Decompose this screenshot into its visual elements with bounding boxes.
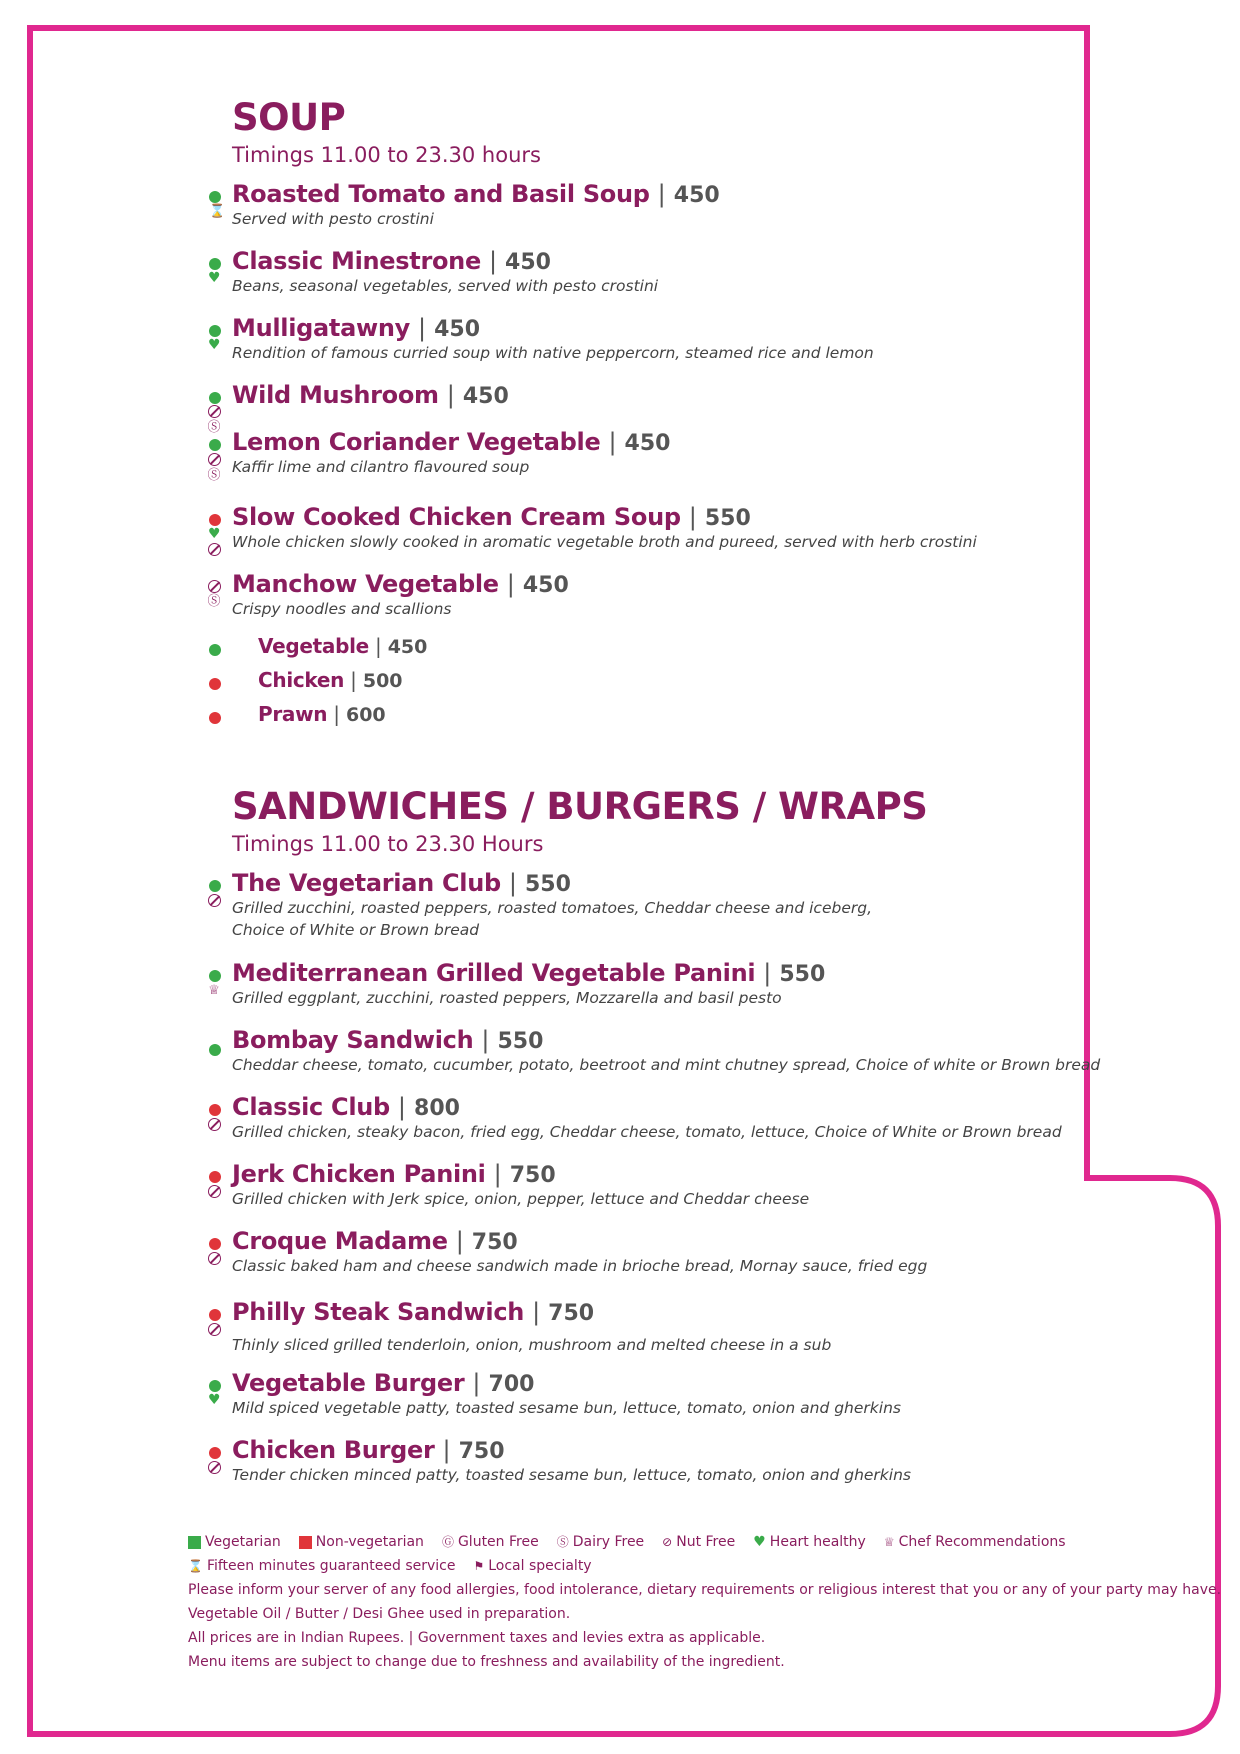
menu-option: Chicken | 500 — [258, 668, 403, 692]
hourglass-icon: ⌛ — [188, 1559, 203, 1573]
item-price: 750 — [548, 1301, 595, 1326]
dairy-free-icon: Ⓢ — [207, 468, 221, 483]
item-price: 550 — [524, 872, 571, 897]
item-name: Vegetable Burger — [232, 1369, 465, 1397]
menu-item: Croque Madame | 750 Classic baked ham and cheese sandwich made in brioche bread, Mornay sauce, fried egg — [232, 1227, 928, 1275]
non-veg-icon — [209, 678, 221, 690]
item-description: Rendition of famous curried soup with native peppercorn, steamed rice and lemon — [232, 344, 874, 362]
item-name: Chicken Burger — [232, 1436, 435, 1464]
non-veg-icon — [209, 712, 221, 724]
item-description: Crispy noodles and scallions — [232, 600, 452, 618]
option-price: 450 — [387, 636, 428, 658]
note-prices: All prices are in Indian Rupees. | Government taxes and levies extra as applicable. — [188, 1630, 766, 1646]
menu-item: Bombay Sandwich | 550 Cheddar cheese, tomato, cucumber, potato, beetroot and mint chutney spread, Choice of white or Brown bread — [232, 1026, 1101, 1074]
soup-section-title: SOUP — [232, 96, 346, 139]
item-description: Cheddar cheese, tomato, cucumber, potato, beetroot and mint chutney spread, Choice of white or Brown bread — [232, 1056, 1101, 1074]
item-price: 750 — [458, 1439, 505, 1464]
menu-item: Classic Minestrone | 450 Beans, seasonal vegetables, served with pesto crostini — [232, 247, 659, 295]
veg-icon — [209, 392, 221, 404]
veg-square-icon — [188, 1536, 201, 1549]
veg-icon — [209, 439, 221, 451]
item-price: 450 — [624, 431, 671, 456]
nut-free-icon: ⊘ — [662, 1535, 673, 1549]
item-price: 550 — [704, 506, 751, 531]
dairy-free-icon: Ⓢ — [207, 594, 221, 609]
item-name: Croque Madame — [232, 1227, 448, 1255]
item-name: Jerk Chicken Panini — [232, 1160, 486, 1188]
non-veg-icon — [209, 1171, 221, 1183]
nut-free-icon — [208, 1252, 221, 1265]
veg-icon — [209, 1380, 221, 1392]
sandwiches-timings: Timings 11.00 to 23.30 Hours — [232, 832, 544, 856]
item-name: Lemon Coriander Vegetable — [232, 428, 601, 456]
veg-icon — [209, 880, 221, 892]
heart-icon: ♥ — [208, 526, 221, 542]
item-name: Classic Club — [232, 1093, 390, 1121]
menu-item: Chicken Burger | 750 Tender chicken minced patty, toasted sesame bun, lettuce, tomato, onion and gherkins — [232, 1436, 911, 1484]
item-name: The Vegetarian Club — [232, 869, 501, 897]
note-availability: Menu items are subject to change due to freshness and availability of the ingredient. — [188, 1654, 785, 1670]
veg-icon — [209, 191, 221, 203]
item-description: Thinly sliced grilled tenderloin, onion, mushroom and melted cheese in a sub — [232, 1336, 832, 1354]
item-name: Manchow Vegetable — [232, 570, 499, 598]
nut-free-icon — [208, 1118, 221, 1131]
non-veg-icon — [209, 1238, 221, 1250]
sandwiches-section-title: SANDWICHES / BURGERS / WRAPS — [232, 785, 928, 828]
dairy-free-icon: Ⓢ — [556, 1535, 569, 1549]
menu-item: Wild Mushroom | 450 — [232, 381, 509, 409]
item-description: Beans, seasonal vegetables, served with pesto crostini — [232, 277, 659, 295]
item-price: 450 — [462, 384, 509, 409]
option-name: Chicken — [258, 668, 345, 692]
menu-item: Lemon Coriander Vegetable | 450 Kaffir lime and cilantro flavoured soup — [232, 428, 671, 476]
heart-icon: ♥ — [208, 270, 221, 286]
legend-non-vegetarian: Non-vegetarian — [315, 1534, 424, 1550]
chef-hat-icon: ♕ — [883, 1535, 895, 1549]
non-veg-icon — [209, 1447, 221, 1459]
menu-item: Vegetable Burger | 700 Mild spiced vegetable patty, toasted sesame bun, lettuce, tomato, onion and gherkins — [232, 1369, 901, 1417]
nut-free-icon — [208, 580, 221, 593]
item-description: Grilled chicken, steaky bacon, fried egg, Cheddar cheese, tomato, lettuce, Choice of White or Brown bread — [232, 1123, 1062, 1141]
item-description: Whole chicken slowly cooked in aromatic vegetable broth and pureed, served with herb crostini — [232, 533, 977, 551]
legend — [188, 1530, 1222, 1674]
menu-option: Prawn | 600 — [258, 702, 386, 726]
legend-fifteen-minutes: Fifteen minutes guaranteed service — [206, 1558, 456, 1574]
non-veg-icon — [209, 1104, 221, 1116]
non-veg-icon — [209, 1309, 221, 1321]
menu-item: Mediterranean Grilled Vegetable Panini | 550 Grilled eggplant, zucchini, roasted peppers, Mozzarella and basil pesto — [232, 959, 826, 1007]
veg-icon — [209, 644, 221, 656]
item-price: 800 — [414, 1096, 460, 1121]
menu-item: Manchow Vegetable | 450 Crispy noodles and scallions — [232, 570, 569, 618]
legend-chef-recommendations: Chef Recommendations — [898, 1534, 1066, 1550]
dairy-free-icon: Ⓢ — [207, 420, 221, 435]
item-price: 450 — [673, 183, 720, 208]
item-price: 550 — [497, 1029, 544, 1054]
veg-icon — [209, 970, 221, 982]
item-description: Grilled eggplant, zucchini, roasted peppers, Mozzarella and basil pesto — [232, 989, 782, 1007]
heart-icon: ♥ — [208, 1392, 221, 1408]
menu-item: Slow Cooked Chicken Cream Soup | 550 Whole chicken slowly cooked in aromatic vegetable broth and pureed, served with herb crostini — [232, 503, 977, 551]
legend-vegetarian: Vegetarian — [205, 1534, 281, 1550]
nut-free-icon — [208, 1461, 221, 1474]
soup-timings: Timings 11.00 to 23.30 hours — [232, 143, 541, 167]
item-name: Mediterranean Grilled Vegetable Panini — [232, 959, 756, 987]
item-description: Tender chicken minced patty, toasted sesame bun, lettuce, tomato, onion and gherkins — [232, 1466, 911, 1484]
nut-free-icon — [208, 453, 221, 466]
item-name: Slow Cooked Chicken Cream Soup — [232, 503, 681, 531]
veg-icon — [209, 258, 221, 270]
non-veg-icon — [209, 514, 221, 526]
item-description: Grilled zucchini, roasted peppers, roasted tomatoes, Cheddar cheese and iceberg, — [232, 899, 872, 917]
item-name: Philly Steak Sandwich — [232, 1298, 525, 1326]
legend-local-specialty: Local specialty — [488, 1558, 592, 1574]
item-description: Classic baked ham and cheese sandwich made in brioche bread, Mornay sauce, fried egg — [232, 1257, 928, 1275]
legend-row-2 — [188, 1554, 1198, 1578]
item-description-line-2: Choice of White or Brown bread — [232, 921, 480, 939]
menu-item: Roasted Tomato and Basil Soup | 450 Served with pesto crostini — [232, 180, 720, 228]
nut-free-icon — [208, 1185, 221, 1198]
legend-nut-free: Nut Free — [676, 1534, 736, 1550]
option-name: Vegetable — [258, 634, 369, 658]
note-oil: Vegetable Oil / Butter / Desi Ghee used in preparation. — [188, 1606, 571, 1622]
item-name: Wild Mushroom — [232, 381, 439, 409]
nut-free-icon — [208, 543, 221, 556]
item-name: Roasted Tomato and Basil Soup — [232, 180, 650, 208]
nut-free-icon — [208, 894, 221, 907]
menu-item: Classic Club | 800 Grilled chicken, steaky bacon, fried egg, Cheddar cheese, tomato, lettuce, Choice of White or Brown bread — [232, 1093, 1062, 1141]
option-price: 600 — [345, 704, 386, 726]
option-name: Prawn — [258, 702, 328, 726]
legend-gluten-free: Gluten Free — [457, 1534, 539, 1550]
item-price: 750 — [471, 1230, 518, 1255]
heart-icon: ♥ — [208, 337, 221, 353]
non-veg-square-icon — [299, 1536, 312, 1549]
chef-hat-icon: ♕ — [208, 983, 220, 998]
item-price: 700 — [488, 1372, 535, 1397]
item-price: 750 — [509, 1163, 556, 1188]
veg-icon — [209, 325, 221, 337]
veg-icon — [209, 1044, 221, 1056]
item-price: 550 — [779, 962, 826, 987]
item-price: 450 — [522, 573, 569, 598]
menu-item: The Vegetarian Club | 550 Grilled zucchini, roasted peppers, roasted tomatoes, Cheddar cheese and iceberg, Choice of White or Brown bread — [232, 869, 872, 939]
menu-option: Vegetable | 450 — [258, 634, 428, 658]
menu-item: Philly Steak Sandwich | 750 Thinly sliced grilled tenderloin, onion, mushroom and melted cheese in a sub — [232, 1298, 832, 1354]
heart-icon: ♥ — [753, 1534, 766, 1550]
item-price: 450 — [505, 250, 551, 275]
legend-heart-healthy: Heart healthy — [769, 1534, 866, 1550]
local-specialty-icon: ⚑ — [473, 1559, 485, 1573]
menu-item: Jerk Chicken Panini | 750 Grilled chicken with Jerk spice, onion, pepper, lettuce and Cheddar cheese — [232, 1160, 810, 1208]
item-name: Mulligatawny — [232, 314, 410, 342]
legend-row-1 — [188, 1530, 1198, 1554]
menu-item: Mulligatawny | 450 Rendition of famous curried soup with native peppercorn, steamed rice and lemon — [232, 314, 874, 362]
option-price: 500 — [362, 670, 403, 692]
legend-dairy-free: Dairy Free — [572, 1534, 645, 1550]
item-description: Mild spiced vegetable patty, toasted sesame bun, lettuce, tomato, onion and gherkins — [232, 1399, 901, 1417]
nut-free-icon — [208, 405, 221, 418]
item-description: Served with pesto crostini — [232, 210, 434, 228]
note-allergies: Please inform your server of any food allergies, food intolerance, dietary requirements or religious interest that you or any of your party may have. — [188, 1582, 1222, 1598]
nut-free-icon — [208, 1323, 221, 1336]
item-name: Classic Minestrone — [232, 247, 481, 275]
item-description: Grilled chicken with Jerk spice, onion, pepper, lettuce and Cheddar cheese — [232, 1190, 810, 1208]
hourglass-icon: ⌛ — [209, 204, 226, 219]
item-name: Bombay Sandwich — [232, 1026, 474, 1054]
gluten-free-icon: Ⓖ — [441, 1535, 454, 1549]
item-price: 450 — [434, 317, 481, 342]
item-description: Kaffir lime and cilantro flavoured soup — [232, 458, 530, 476]
